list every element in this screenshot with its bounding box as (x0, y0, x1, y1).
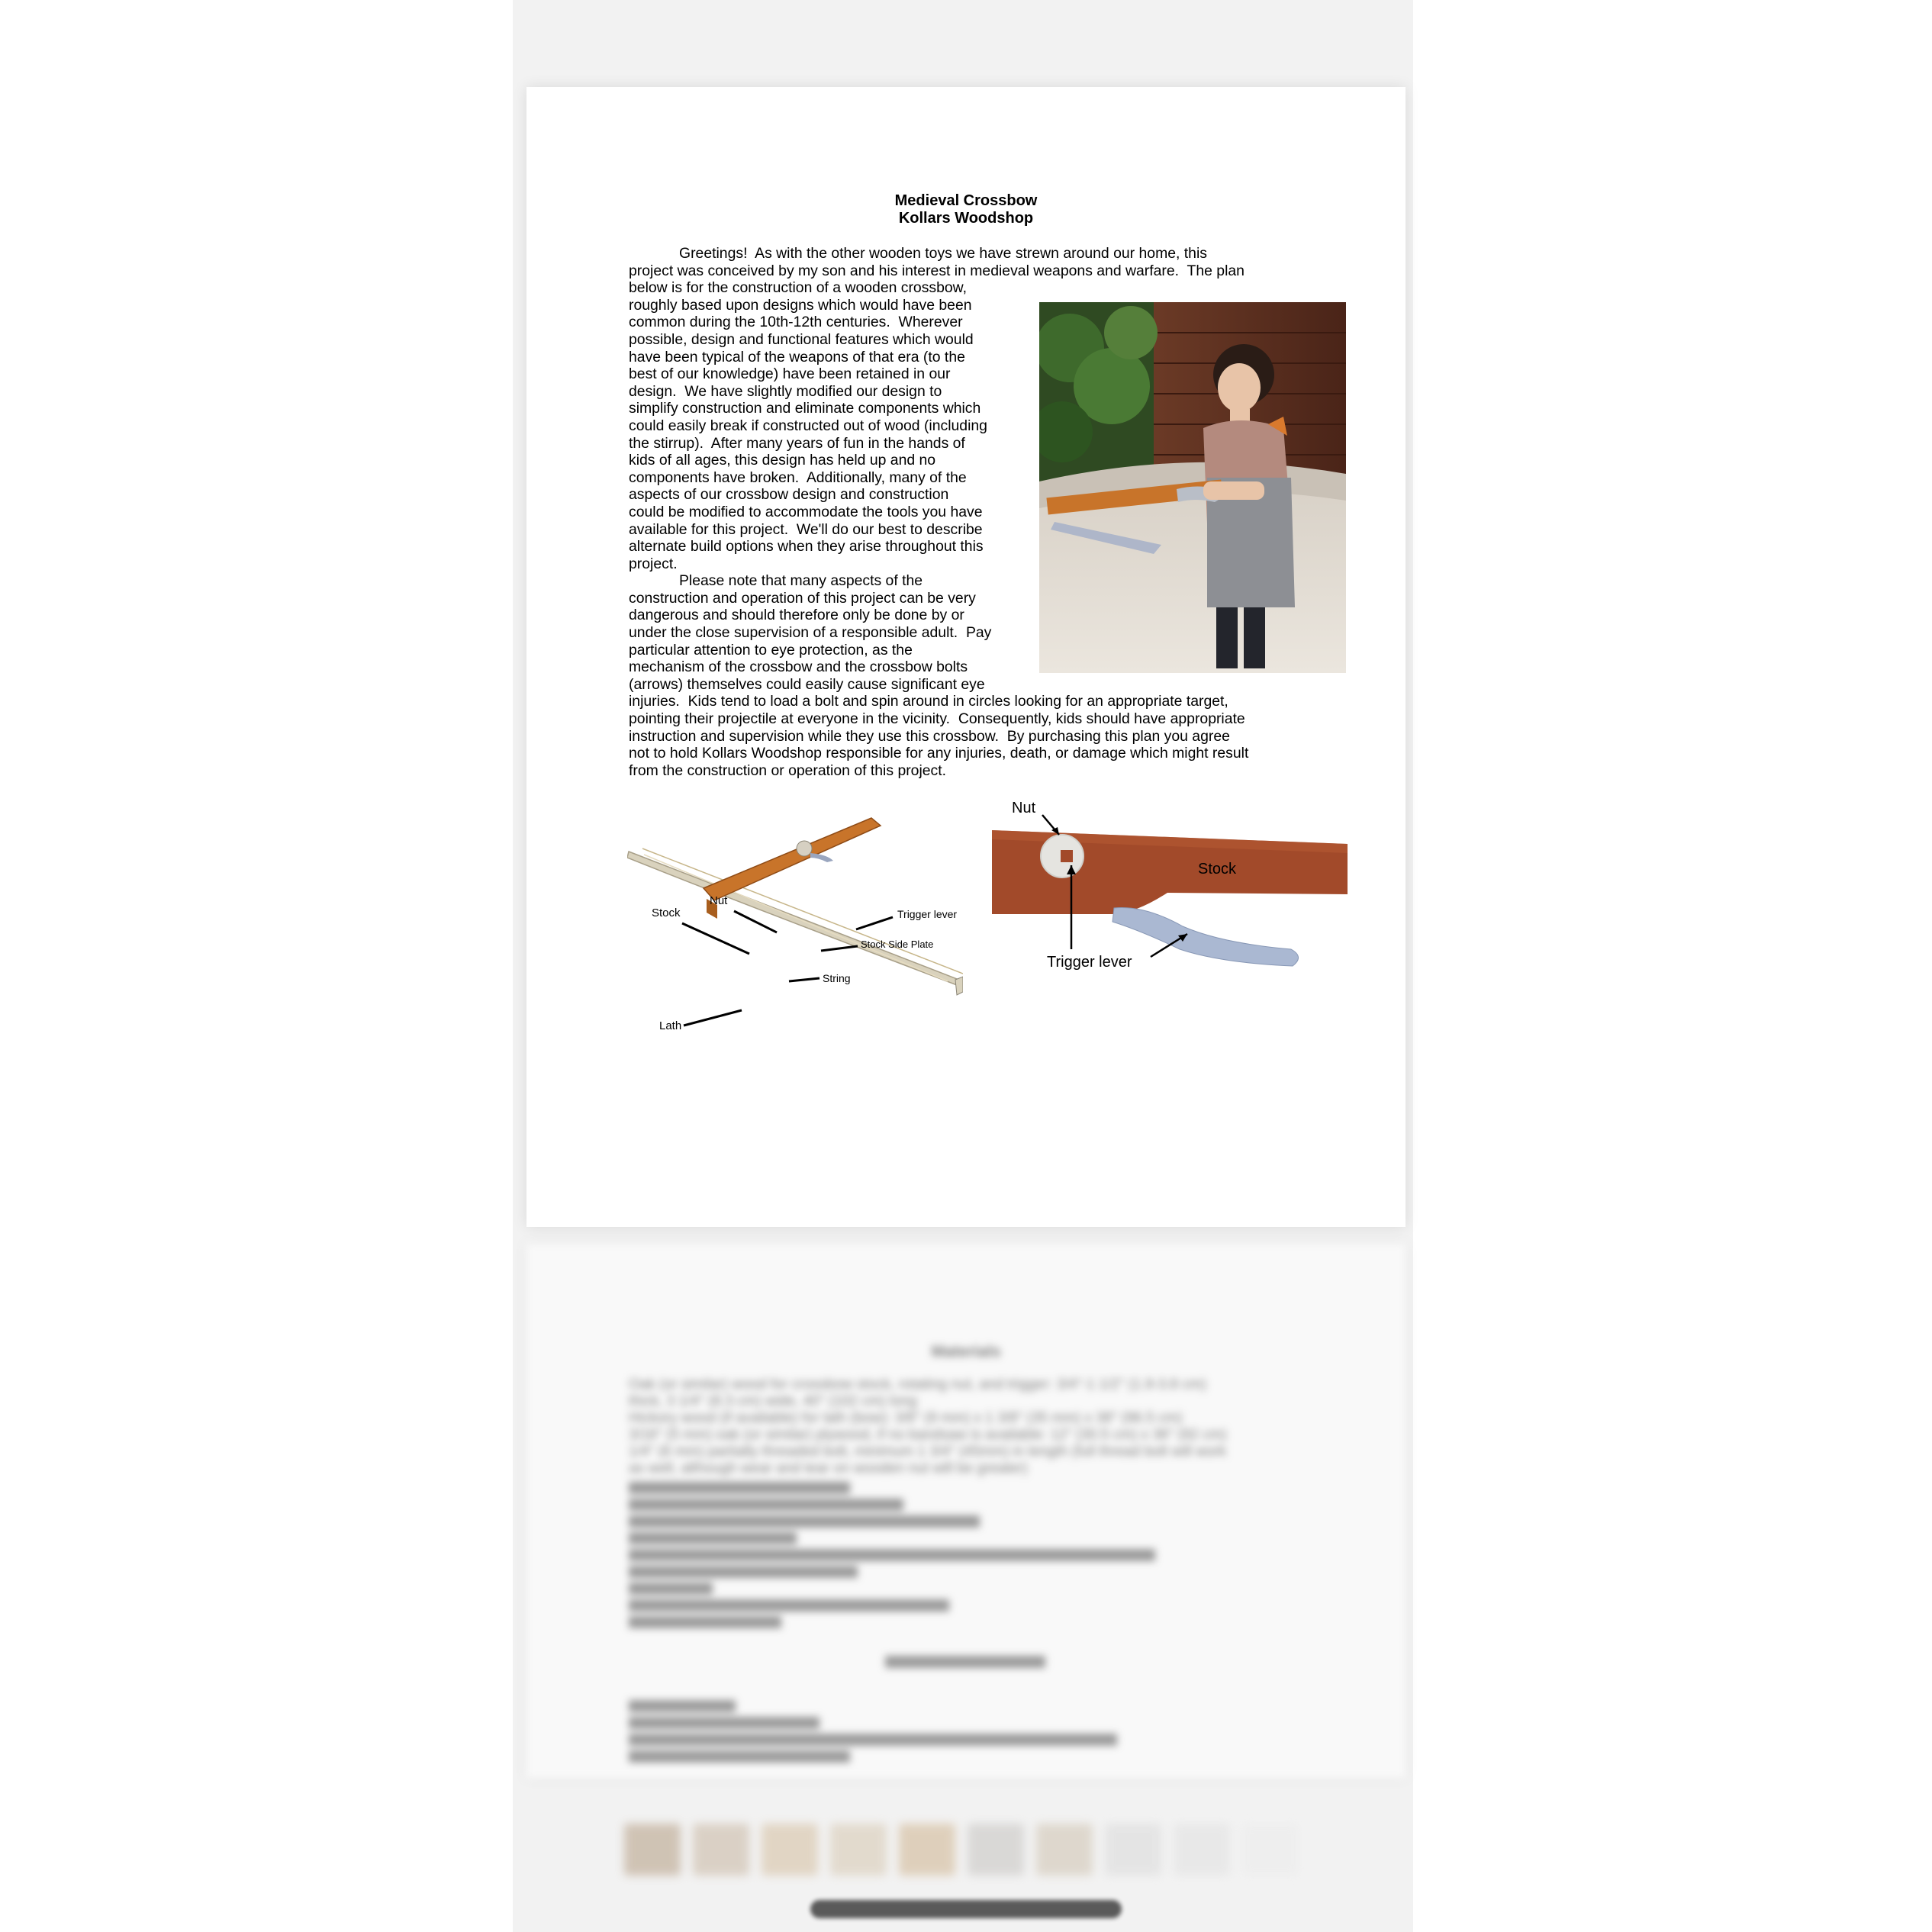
document-page-2[interactable] (526, 1244, 1406, 1778)
text-line: under the close supervision of a responsible adult. Pay (629, 624, 992, 642)
page-thumbnail[interactable] (830, 1824, 887, 1876)
text-line: possible, design and functional features which would (629, 330, 974, 348)
home-indicator[interactable] (810, 1900, 1122, 1918)
label-nut: Nut (710, 894, 728, 907)
label-stock: Stock (1198, 861, 1237, 877)
label-stock-side-plate: Stock Side Plate (861, 939, 934, 950)
blurred-text-line (629, 1717, 819, 1729)
text-line: dangerous and should therefore only be done by or (629, 607, 964, 624)
text-line: roughly based upon designs which would have been (629, 296, 972, 314)
text-line: kids of all ages, this design has held up and no (629, 452, 936, 469)
crossbow-photo (1039, 302, 1346, 673)
blurred-text-line (629, 1549, 1155, 1561)
blurred-text-line (629, 1750, 850, 1763)
page-thumbnail[interactable] (1105, 1824, 1161, 1876)
page-thumbnail[interactable] (968, 1824, 1024, 1876)
page-thumbnail-strip[interactable] (617, 1818, 1314, 1882)
text-line: aspects of our crossbow design and construction (629, 486, 949, 504)
crossbow-assembly-diagram (627, 804, 963, 1079)
text-line: from the construction or operation of this project. (629, 762, 947, 779)
materials-line: Hickory wood (if available) for lath (bow): 3/8" (9 mm) x 1 3/8" (35 mm) x 38" (96.5 cm) (629, 1410, 1183, 1426)
document-subtitle: Kollars Woodshop (898, 210, 1034, 227)
page-thumbnail[interactable] (1174, 1824, 1230, 1876)
blurred-text-line (629, 1515, 980, 1528)
text-line: construction and operation of this project can be very (629, 589, 976, 607)
page-thumbnail[interactable] (624, 1824, 681, 1876)
text-line: simplify construction and eliminate components which (629, 400, 981, 417)
text-line: (arrows) themselves could easily cause significant eye (629, 675, 985, 693)
label-lath: Lath (659, 1019, 682, 1032)
text-line: available for this project. We'll do our best to describe (629, 520, 983, 538)
page-thumbnail[interactable] (899, 1824, 955, 1876)
materials-line: 3/16" (5 mm) oak (or similar) plywood, if no bandsaw is available: 12" (30.5 cm) x 36" (92 cm) (629, 1427, 1227, 1443)
text-line: Greetings! As with the other wooden toys we have strewn around our home, this (679, 245, 1207, 262)
page-thumbnail[interactable] (762, 1824, 818, 1876)
page-thumbnail[interactable] (693, 1824, 749, 1876)
blurred-text-line (629, 1616, 781, 1628)
page-thumbnail[interactable] (1242, 1824, 1299, 1876)
text-line: not to hold Kollars Woodshop responsible for any injuries, death, or damage which might result (629, 745, 1249, 762)
blurred-text-line (629, 1599, 949, 1612)
text-line: mechanism of the crossbow and the crossbow bolts (629, 658, 968, 676)
document-page-1[interactable] (526, 87, 1406, 1227)
page-thumbnail[interactable] (1036, 1824, 1093, 1876)
materials-line: Oak (or similar) wood for crossbow stock, rotating nut, and trigger: 3/4"-1 1/2" (1.9-3.8 cm) (629, 1377, 1206, 1393)
label-string: String (823, 972, 851, 984)
text-line: best of our knowledge) have been retained in our (629, 365, 951, 383)
stock-detail-diagram (992, 800, 1348, 995)
blurred-text-line (629, 1583, 713, 1595)
label-trigger-lever: Trigger lever (1047, 954, 1132, 971)
materials-heading: Materials (931, 1343, 1001, 1360)
blurred-text-line (629, 1482, 850, 1494)
text-line: components have broken. Additionally, many of the (629, 469, 967, 486)
text-line: design. We have slightly modified our design to (629, 382, 942, 400)
label-nut: Nut (1012, 800, 1036, 816)
blurred-text-line (629, 1532, 797, 1544)
text-line: common during the 10th-12th centuries. Wherever (629, 314, 963, 331)
blurred-text-line (629, 1734, 1117, 1746)
text-line: particular attention to eye protection, as the (629, 641, 913, 658)
label-stock: Stock (652, 906, 681, 919)
text-line: below is for the construction of a wooden crossbow, (629, 279, 967, 297)
text-line: alternate build options when they arise throughout this (629, 538, 984, 555)
text-line: project was conceived by my son and his interest in medieval weapons and warfare. The plan (629, 262, 1245, 279)
label-trigger-lever: Trigger lever (897, 908, 958, 920)
text-line: instruction and supervision while they use this crossbow. By purchasing this plan you agree (629, 727, 1230, 745)
text-line: pointing their projectile at everyone in the vicinity. Consequently, kids should have appropriate (629, 710, 1245, 728)
blurred-text-line (629, 1700, 736, 1712)
materials-line: as well, although wear and tear on wooden nut will be greater) (629, 1460, 1028, 1476)
text-line: could easily break if constructed out of wood (including (629, 417, 987, 434)
blurred-text-line (629, 1566, 858, 1578)
text-line: have been typical of the weapons of that era (to the (629, 348, 965, 365)
text-line: could be modified to accommodate the tools you have (629, 503, 983, 520)
materials-line: 1/4" (6 mm) partially threaded bolt, minimum 1 3/4" (45mm) in length (full thread bolt will work (629, 1444, 1227, 1460)
text-line: project. (629, 555, 678, 572)
text-line: injuries. Kids tend to load a bolt and spin around in circles looking for an appropriate target, (629, 693, 1228, 710)
materials-line: thick, 3 1/4" (8.3 cm) wide, 40" (102 cm) long (629, 1393, 917, 1409)
text-line: the stirrup). After many years of fun in the hands of (629, 434, 965, 452)
document-title: Medieval Crossbow (894, 192, 1038, 209)
text-line: Please note that many aspects of the (679, 572, 923, 590)
blurred-heading (885, 1656, 1045, 1668)
blurred-text-line (629, 1499, 903, 1511)
